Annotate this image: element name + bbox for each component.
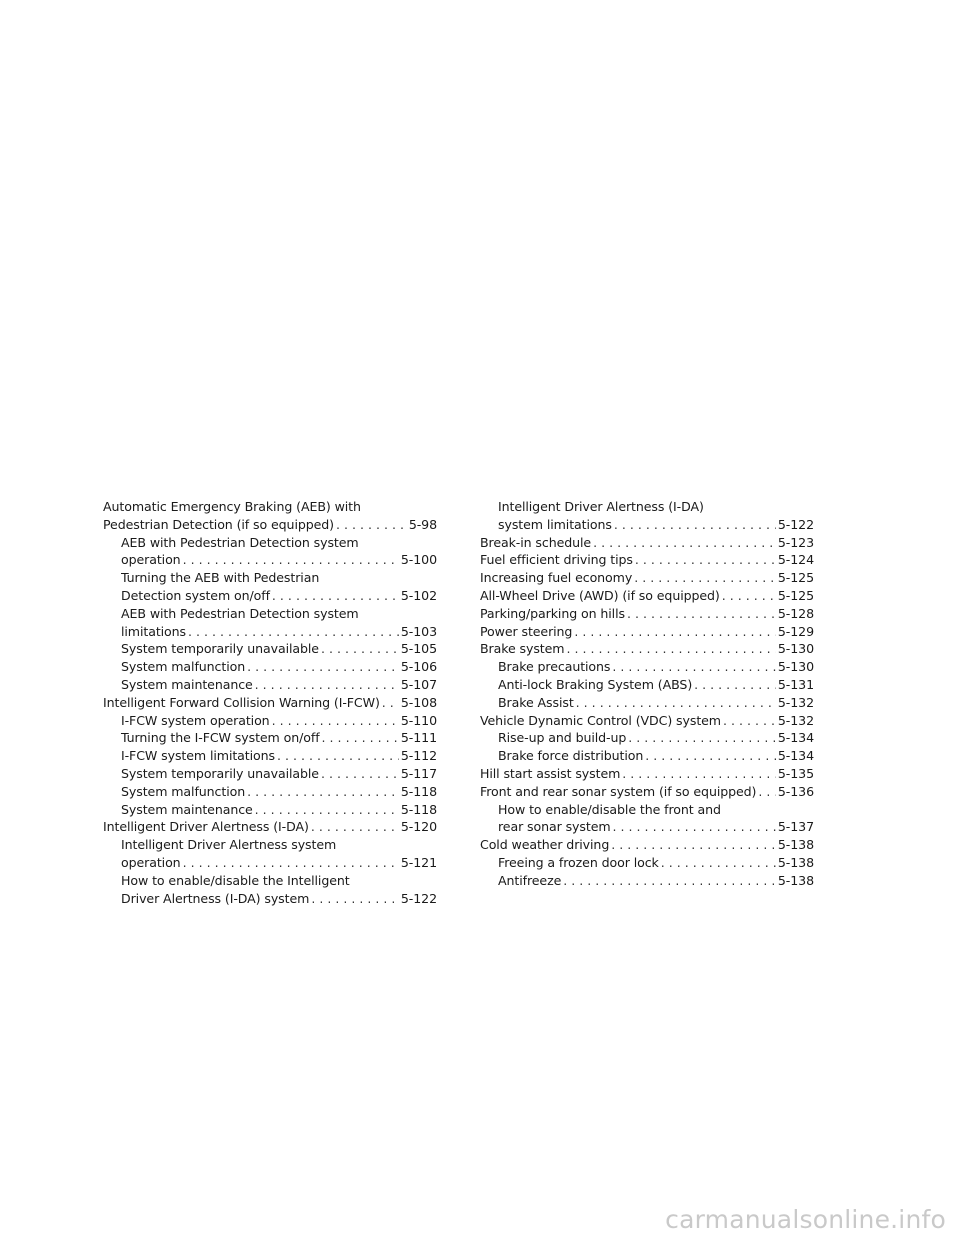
- toc-entry-title: System malfunction: [121, 783, 246, 799]
- toc-entry[interactable]: [480, 783, 814, 801]
- toc-entry-page: 5-100: [400, 552, 437, 568]
- dot-leader: [593, 534, 776, 552]
- dot-leader: [188, 623, 399, 641]
- toc-entry[interactable]: [480, 836, 814, 854]
- toc-entry[interactable]: [480, 765, 814, 783]
- toc-entry-page: 5-129: [777, 623, 814, 639]
- toc-entry-title: Turning the I-FCW system on/off: [121, 730, 320, 746]
- dot-leader: [613, 818, 776, 836]
- toc-entry[interactable]: [480, 534, 814, 552]
- toc-entry-page: 5-137: [777, 819, 814, 835]
- toc-entry-page: 5-120: [400, 819, 437, 835]
- toc-entry[interactable]: [103, 658, 437, 676]
- toc-entry-page: 5-117: [400, 765, 437, 781]
- toc-entry-title: System maintenance: [121, 676, 253, 692]
- toc-entry[interactable]: [480, 747, 814, 765]
- dot-leader: [635, 551, 776, 569]
- toc-entry-page: 5-118: [400, 801, 437, 817]
- toc-entry-title: Pedestrian Detection (if so equipped): [103, 516, 334, 532]
- toc-entry[interactable]: [103, 729, 437, 747]
- toc-entry-title: Detection system on/off: [121, 587, 270, 603]
- toc-entry-page: 5-130: [777, 659, 814, 675]
- toc-entry-title: Vehicle Dynamic Control (VDC) system: [480, 712, 721, 728]
- toc-entry-page: 5-124: [777, 552, 814, 568]
- toc-entry-title: Brake Assist: [498, 694, 574, 710]
- dot-leader: [321, 640, 399, 658]
- dot-leader: [611, 836, 776, 854]
- toc-entry-page: 5-134: [777, 730, 814, 746]
- toc-entry-title: operation: [121, 854, 181, 870]
- toc-entry[interactable]: [103, 640, 437, 658]
- toc-entry-title: Power steering: [480, 623, 573, 639]
- toc-entry-title: limitations: [121, 623, 187, 639]
- toc-entry-page: 5-138: [777, 872, 814, 888]
- toc-entry-title: Brake force distribution: [498, 748, 644, 764]
- toc-entry[interactable]: [103, 836, 437, 872]
- dot-leader: [255, 801, 399, 819]
- toc-entry-title: Fuel efficient driving tips: [480, 552, 633, 568]
- toc-entry[interactable]: [480, 658, 814, 676]
- toc-entry[interactable]: [480, 569, 814, 587]
- dot-leader: [322, 729, 399, 747]
- dot-leader: [277, 747, 399, 765]
- toc-entry[interactable]: [103, 498, 437, 534]
- dot-leader: [722, 587, 776, 605]
- dot-leader: [661, 854, 776, 872]
- dot-leader: [645, 747, 776, 765]
- toc-entry-page: 5-136: [777, 783, 814, 799]
- toc-entry-page: 5-108: [400, 694, 437, 710]
- toc-entry-page: 5-112: [400, 748, 437, 764]
- toc-entry[interactable]: [480, 676, 814, 694]
- toc-entry-page: 5-130: [777, 641, 814, 657]
- toc-entry[interactable]: [103, 783, 437, 801]
- dot-leader: [694, 676, 776, 694]
- dot-leader: [255, 676, 399, 694]
- toc-entry-page: 5-128: [777, 605, 814, 621]
- dot-leader: [311, 818, 399, 836]
- toc-entry-title: System malfunction: [121, 659, 246, 675]
- toc-entry-title: Brake precautions: [498, 659, 611, 675]
- dot-leader: [723, 712, 776, 730]
- toc-entry-title-line: AEB with Pedestrian Detection system: [121, 534, 359, 550]
- toc-entry[interactable]: [480, 712, 814, 730]
- dot-leader: [576, 694, 776, 712]
- toc-entry-page: 5-98: [408, 516, 437, 532]
- toc-entry[interactable]: [103, 694, 437, 712]
- toc-entry[interactable]: [103, 569, 437, 605]
- toc-entry-title: Break-in schedule: [480, 534, 592, 550]
- toc-entry-page: 5-123: [777, 534, 814, 550]
- dot-leader: [566, 640, 775, 658]
- dot-leader: [563, 872, 776, 890]
- toc-entry-title: operation: [121, 552, 181, 568]
- toc-entry-title: System temporarily unavailable: [121, 641, 319, 657]
- toc-entry-page: 5-121: [400, 854, 437, 870]
- dot-leader: [758, 783, 776, 801]
- toc-entry-page: 5-118: [400, 783, 437, 799]
- toc-entry-title: I-FCW system operation: [121, 712, 270, 728]
- toc-entry-title: Intelligent Forward Collision Warning (I-FCW): [103, 694, 380, 710]
- toc-entry-title: System temporarily unavailable: [121, 765, 319, 781]
- toc-entry[interactable]: [480, 498, 814, 534]
- toc-entry[interactable]: [480, 872, 814, 890]
- dot-leader: [247, 658, 399, 676]
- watermark: carmanualsonline.info: [665, 1205, 946, 1234]
- dot-leader: [574, 623, 776, 641]
- toc-entry-page: 5-102: [400, 587, 437, 603]
- toc-entry-title: Brake system: [480, 641, 565, 657]
- toc-entry[interactable]: [103, 534, 437, 570]
- toc-entry-title: Antifreeze: [498, 872, 562, 888]
- toc-entry[interactable]: [103, 747, 437, 765]
- dot-leader: [634, 569, 776, 587]
- toc-entry-page: 5-122: [777, 516, 814, 532]
- toc-entry-title: Anti-lock Braking System (ABS): [498, 676, 693, 692]
- toc-entry-page: 5-125: [777, 570, 814, 586]
- toc-entry-page: 5-132: [777, 712, 814, 728]
- toc-entry[interactable]: [480, 640, 814, 658]
- toc-column-left: [103, 498, 437, 907]
- toc-entry[interactable]: [480, 801, 814, 837]
- toc-entry-title: System maintenance: [121, 801, 253, 817]
- toc-entry-title: Front and rear sonar system (if so equipped): [480, 783, 757, 799]
- toc-entry[interactable]: [480, 587, 814, 605]
- toc-entry-title-line: Automatic Emergency Braking (AEB) with: [103, 499, 361, 514]
- dot-leader: [311, 890, 399, 908]
- toc-entry-page: 5-131: [777, 676, 814, 692]
- toc-entry[interactable]: [103, 765, 437, 783]
- toc-entry-title-line: Intelligent Driver Alertness (I-DA): [498, 499, 704, 514]
- toc-entry[interactable]: [480, 729, 814, 747]
- dot-leader: [272, 712, 399, 730]
- dot-leader: [336, 516, 407, 534]
- toc-entry-title-line: How to enable/disable the Intelligent: [121, 872, 350, 888]
- toc-entry-page: 5-125: [777, 587, 814, 603]
- toc-entry-title-line: AEB with Pedestrian Detection system: [121, 605, 359, 621]
- toc-column-right: [480, 498, 814, 890]
- toc-entry[interactable]: [103, 712, 437, 730]
- toc-entry-title: Hill start assist system: [480, 765, 621, 781]
- toc-entry-page: 5-106: [400, 659, 437, 675]
- toc-entry-page: 5-135: [777, 765, 814, 781]
- toc-entry-title: Parking/parking on hills: [480, 605, 625, 621]
- toc-entry-title: rear sonar system: [498, 819, 611, 835]
- toc-entry-page: 5-111: [400, 730, 437, 746]
- toc-entry-title: Intelligent Driver Alertness (I-DA): [103, 819, 309, 835]
- toc-entry-title: Increasing fuel economy: [480, 570, 633, 586]
- toc-entry[interactable]: [103, 872, 437, 908]
- toc-entry-title-line: Intelligent Driver Alertness system: [121, 837, 337, 853]
- toc-entry-page: 5-105: [400, 641, 437, 657]
- toc-entry[interactable]: [480, 623, 814, 641]
- dot-leader: [321, 765, 399, 783]
- toc-entry-page: 5-107: [400, 676, 437, 692]
- dot-leader: [628, 729, 776, 747]
- dot-leader: [247, 783, 399, 801]
- dot-leader: [272, 587, 399, 605]
- toc-entry-title-line: How to enable/disable the front and: [498, 801, 721, 817]
- toc-entry-title: Rise-up and build-up: [498, 730, 627, 746]
- dot-leader: [622, 765, 776, 783]
- toc-entry[interactable]: [103, 676, 437, 694]
- toc-entry[interactable]: [103, 605, 437, 641]
- toc-entry-page: 5-132: [777, 694, 814, 710]
- toc-entry-page: 5-138: [777, 837, 814, 853]
- toc-entry-title: system limitations: [498, 516, 612, 532]
- toc-entry[interactable]: [103, 818, 437, 836]
- toc-entry-title: Driver Alertness (I-DA) system: [121, 890, 310, 906]
- toc-entry-title: Freeing a frozen door lock: [498, 854, 659, 870]
- dot-leader: [382, 694, 399, 712]
- toc-entry-title-line: Turning the AEB with Pedestrian: [121, 570, 320, 586]
- toc-entry-page: 5-138: [777, 854, 814, 870]
- toc-entry-title: All-Wheel Drive (AWD) (if so equipped): [480, 587, 720, 603]
- toc-entry[interactable]: [480, 605, 814, 623]
- toc-entry-title: I-FCW system limitations: [121, 748, 275, 764]
- toc-entry-page: 5-110: [400, 712, 437, 728]
- dot-leader: [183, 854, 399, 872]
- dot-leader: [612, 658, 776, 676]
- dot-leader: [627, 605, 776, 623]
- toc-entry-page: 5-134: [777, 748, 814, 764]
- dot-leader: [614, 516, 776, 534]
- toc-entry[interactable]: [480, 694, 814, 712]
- toc-entry-page: 5-103: [400, 623, 437, 639]
- dot-leader: [183, 551, 399, 569]
- toc-entry-page: 5-122: [400, 890, 437, 906]
- toc-entry-title: Cold weather driving: [480, 837, 610, 853]
- toc-entry[interactable]: [480, 551, 814, 569]
- toc-entry[interactable]: [480, 854, 814, 872]
- toc-entry[interactable]: [103, 801, 437, 819]
